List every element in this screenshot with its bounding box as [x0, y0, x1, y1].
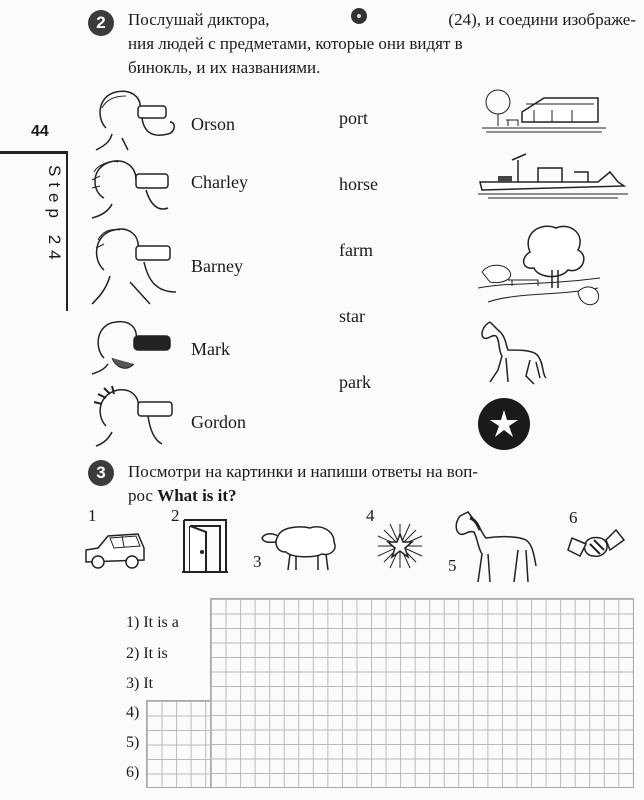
instruction-line3: бинокль, и их названиями.: [128, 58, 321, 77]
picture-number-6: 6: [569, 508, 578, 527]
answer-line-5: 5): [126, 734, 140, 751]
name-charley: Charley: [191, 172, 248, 192]
port-picture-icon: [478, 150, 628, 200]
answer-line-4: 4): [126, 704, 140, 721]
page-number: 44: [31, 123, 49, 140]
instruction-part1: Послушай диктора,: [128, 10, 270, 29]
car-icon: [82, 528, 148, 572]
word-farm: farm: [339, 240, 373, 260]
name-gordon: Gordon: [191, 412, 246, 432]
word-park: park: [339, 372, 371, 392]
sidebar-divider: [66, 151, 68, 311]
task-3-line2: рос What is it?: [128, 486, 237, 505]
person-binoculars-icon: [90, 226, 182, 306]
task-3-line1: Посмотри на картинки и напиши ответы на воп-: [128, 462, 478, 481]
name-barney: Barney: [191, 256, 243, 276]
answer-line-3: 3) It: [126, 675, 154, 692]
answer-line-1: 1) It is a: [126, 614, 179, 631]
door-icon: [182, 518, 228, 574]
answer-line-2: 2) It is: [126, 645, 168, 662]
question-what-is-it: What is it?: [157, 486, 237, 505]
picture-number-5: 5: [448, 556, 457, 575]
farm-picture-icon: [482, 80, 606, 136]
task-2-instruction: [128, 8, 636, 80]
step-label: Step 24: [45, 165, 64, 266]
horse-picture-icon: [476, 316, 548, 388]
task-3-badge: 3: [88, 460, 114, 486]
word-horse: horse: [339, 174, 378, 194]
picture-number-3: 3: [253, 552, 262, 571]
star-burst-icon: [374, 520, 426, 572]
horse-icon: [452, 510, 538, 584]
task-2-badge: 2: [88, 10, 114, 36]
picture-number-1: 1: [88, 506, 97, 525]
task-3-instruction: [128, 460, 636, 508]
name-mark: Mark: [191, 339, 230, 359]
answer-line-6: 6): [126, 764, 140, 781]
sheep-icon: [262, 520, 344, 572]
person-binoculars-icon: [92, 88, 182, 150]
audio-disc-icon: [351, 8, 367, 24]
person-binoculars-icon: [92, 386, 182, 446]
park-picture-icon: [478, 222, 604, 310]
writing-grid-extension[interactable]: [146, 700, 211, 788]
person-binoculars-icon: [90, 318, 182, 374]
name-orson: Orson: [191, 114, 235, 134]
instruction-part2: (24), и соедини изображе-: [448, 10, 636, 29]
word-port: port: [339, 108, 368, 128]
word-star: star: [339, 306, 365, 326]
picture-number-2: 2: [171, 506, 180, 525]
star-picture-icon: [476, 396, 532, 452]
writing-grid[interactable]: [210, 598, 634, 788]
instruction-line2: ния людей с предметами, которые они видят в: [128, 34, 463, 53]
sidebar-rule: [0, 151, 66, 154]
picture-number-4: 4: [366, 506, 375, 525]
candy-icon: [566, 528, 624, 568]
person-binoculars-icon: [88, 156, 182, 218]
